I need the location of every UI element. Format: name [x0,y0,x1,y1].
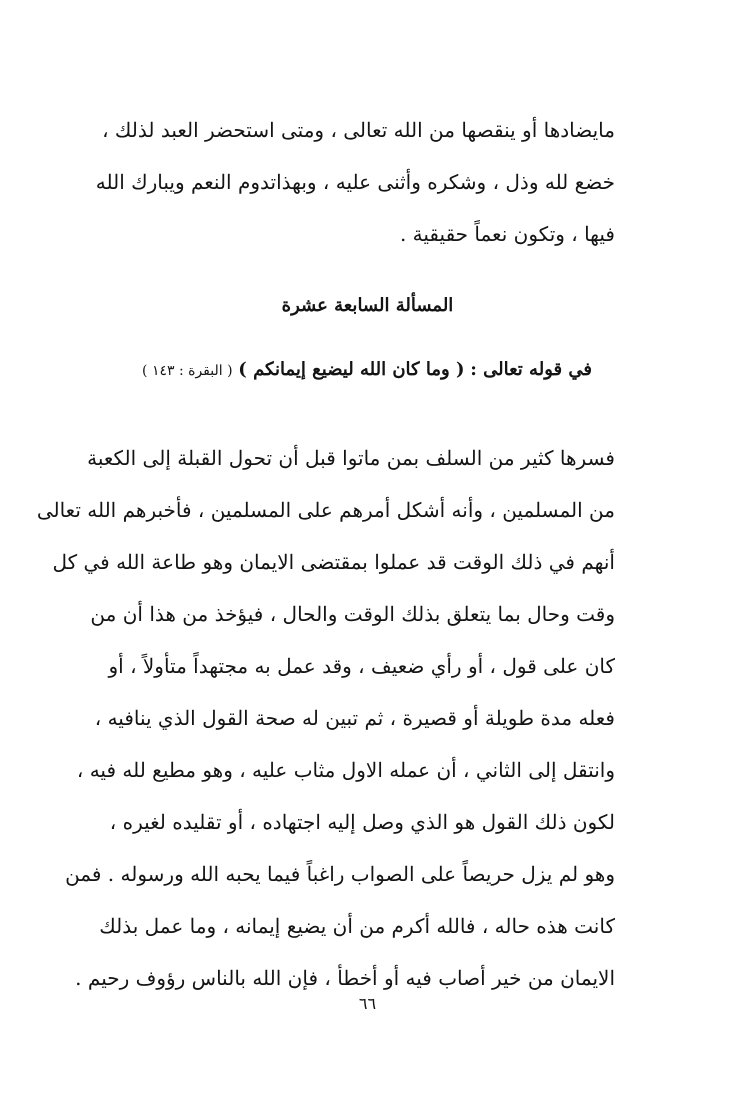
body-line-11: الايمان من خير أصاب فيه أو أخطأ ، فإن الله بالناس رؤوف رحيم . [75,966,615,990]
top-paragraph-line-2: خضع لله وذل ، وشكره وأثنى عليه ، وبهذاتدوم النعم ويبارك الله [95,170,615,194]
body-line-7: وانتقل إلى الثاني ، أن عمله الاول مثاب عليه ، وهو مطيع لله فيه ، [76,758,615,782]
top-paragraph-line-1: مايضادها أو ينقصها من الله تعالى ، ومتى استحضر العبد لذلك ، [102,118,615,142]
top-paragraph-line-3: فيها ، وتكون نعماً حقيقية . [399,222,615,246]
verse-reference: ( البقرة : ١٤٣ ) [142,363,233,379]
section-title: المسألة السابعة عشرة [281,295,454,316]
body-line-6: فعله مدة طويلة أو قصيرة ، ثم تبين له صحة القول الذي ينافيه ، [94,706,615,730]
verse-intro: في قوله تعالى : [470,359,592,380]
verse-line [117,352,617,389]
body-line-3: أنهم في ذلك الوقت قد عملوا بمقتضى الايمان وهو طاعة الله في كل [52,550,615,574]
body-line-2: من المسلمين ، وأنه أشكل أمرهم على المسلمين ، فأخبرهم الله تعالى [36,498,615,522]
body-line-9: وهو لم يزل حريصاً على الصواب راغباً فيما يحبه الله ورسوله . فمن [65,862,615,886]
body-line-8: لكون ذلك القول هو الذي وصل إليه اجتهاده ، أو تقليده لغيره ، [109,810,615,834]
body-line-4: وقت وحال بما يتعلق بذلك الوقت والحال ، فيؤخذ من هذا أن من [90,602,615,626]
body-line-5: كان على قول ، أو رأي ضعيف ، وقد عمل به مجتهداً متأولاً ، أو [108,654,615,678]
verse-text: ( وما كان الله ليضيع إيمانكم ) [238,359,465,380]
page-number: ٦٦ [358,994,377,1013]
body-line-10: كانت هذه حاله ، فالله أكرم من أن يضيع إيمانه ، وما عمل بذلك [99,914,615,938]
body-line-1: فسرها كثير من السلف بمن ماتوا قبل أن تحول القبلة إلى الكعبة [87,446,615,470]
